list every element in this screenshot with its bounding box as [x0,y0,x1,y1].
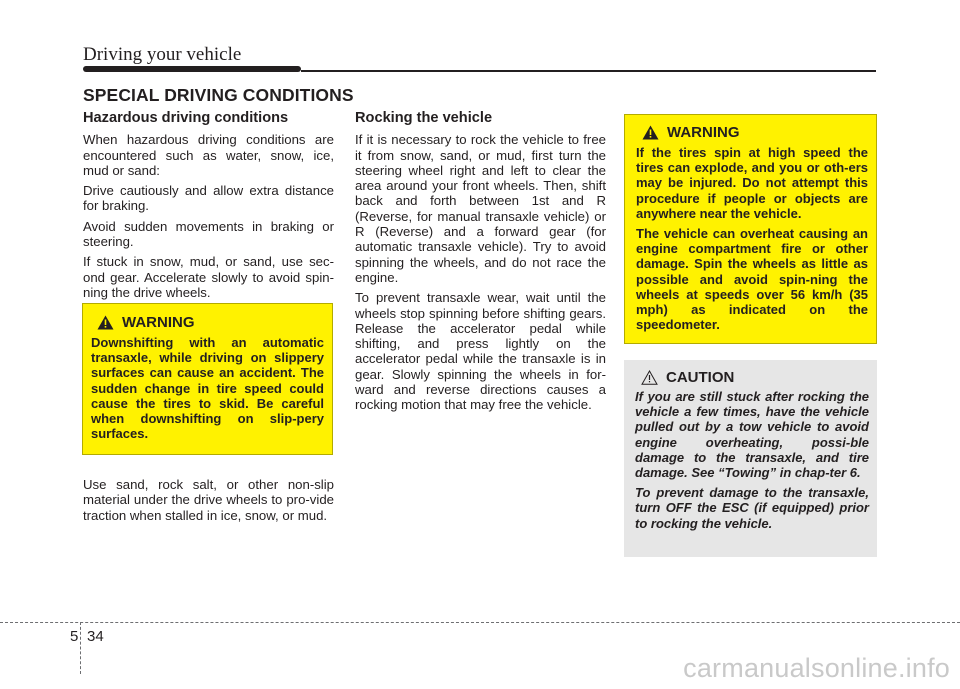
warning-box-downshifting [82,303,333,455]
page-header-title: Driving your vehicle [83,44,242,65]
caution-header [641,369,869,386]
warning-header [97,314,324,331]
hazardous-paragraph: Avoid sudden movements in braking or steering. [83,218,334,250]
hazardous-heading: Hazardous driving conditions [83,110,289,126]
header-bar [83,66,301,72]
warning-text: If the tires spin at high speed the tires can explode, and you or oth-ers may be injured. Do not attempt this procedure if people or objects are anywhere near the vehicle. [636,145,868,221]
warning-box-tire-spin [624,114,877,344]
warning-header [642,124,868,141]
caution-text: To prevent damage to the transaxle, turn OFF the ESC (if equipped) prior to rocking the vehicle. [635,485,869,531]
hazardous-paragraph: Drive cautiously and allow extra distance for braking. [83,183,334,214]
section-title: SPECIAL DRIVING CONDITIONS [83,85,354,105]
footer-divider [80,622,81,674]
footer-rule [0,622,960,623]
hazardous-paragraph: When hazardous driving conditions are encountered such as water, snow, ice, mud or sand: [83,132,334,178]
page-number: 34 [87,628,104,645]
warning-text: The vehicle can overheat causing an engine compartment fire or other damage. Spin the wheels as little as possible and avoid spin-ning the wheels at speeds over 56 km/h (35 mph) as indicated on the speedometer. [636,226,868,333]
caution-title: CAUTION [666,369,735,386]
chapter-number: 5 [70,628,79,645]
warning-title: WARNING [122,314,195,331]
rocking-paragraph: To prevent transaxle wear, wait until the wheels stop spinning before shifting gears. Release the accelerator pedal while shifting, and press lightly on the accelerator pedal while the transaxle is in gear. Slowly spinning the wheels in for-ward and reverse directions causes a rocking motion that may free the vehicle. [355,290,606,413]
caution-box [624,360,877,557]
column-rocking [355,111,606,418]
warning-title: WARNING [667,124,740,141]
column-hazardous [83,111,334,305]
rocking-heading: Rocking the vehicle [355,110,493,126]
caution-text: If you are still stuck after rocking the vehicle a few times, have the vehicle pulled out by a tow vehicle to avoid engine overheating, possi-ble damage to the transaxle, and tire damage. See “Towing” in chap-ter 6. [635,389,869,481]
warning-triangle-icon [97,315,114,330]
column-hazardous-continued [83,477,334,528]
warning-triangle-icon [642,125,659,140]
caution-triangle-icon [641,370,658,385]
header-rule [301,70,876,72]
hazardous-after-warning: Use sand, rock salt, or other non-slip material under the drive wheels to pro-vide traction when stalled in ice, snow, or mud. [83,477,334,523]
hazardous-paragraph: If stuck in snow, mud, or sand, use sec-ond gear. Accelerate slowly to avoid spin-ning the drive wheels. [83,254,334,300]
rocking-paragraph: If it is necessary to rock the vehicle to free it from snow, sand, or mud, first turn the steering wheel right and left to clear the area around your front wheels. Then, shift back and forth between 1st and R (Reverse, for manual transaxle vehicle) or R (Reverse) and a forward gear (for automatic transaxle vehicle). Try to avoid spinning the wheels, and do not race the engine. [355,132,606,285]
warning-text: Downshifting with an automatic transaxle, while driving on slippery surfaces can cause an accident. The sudden change in tire speed could cause the tires to skid. Be careful when downshifting on slip-pery surfaces. [91,335,324,442]
watermark: carmanualsonline.info [683,653,950,683]
